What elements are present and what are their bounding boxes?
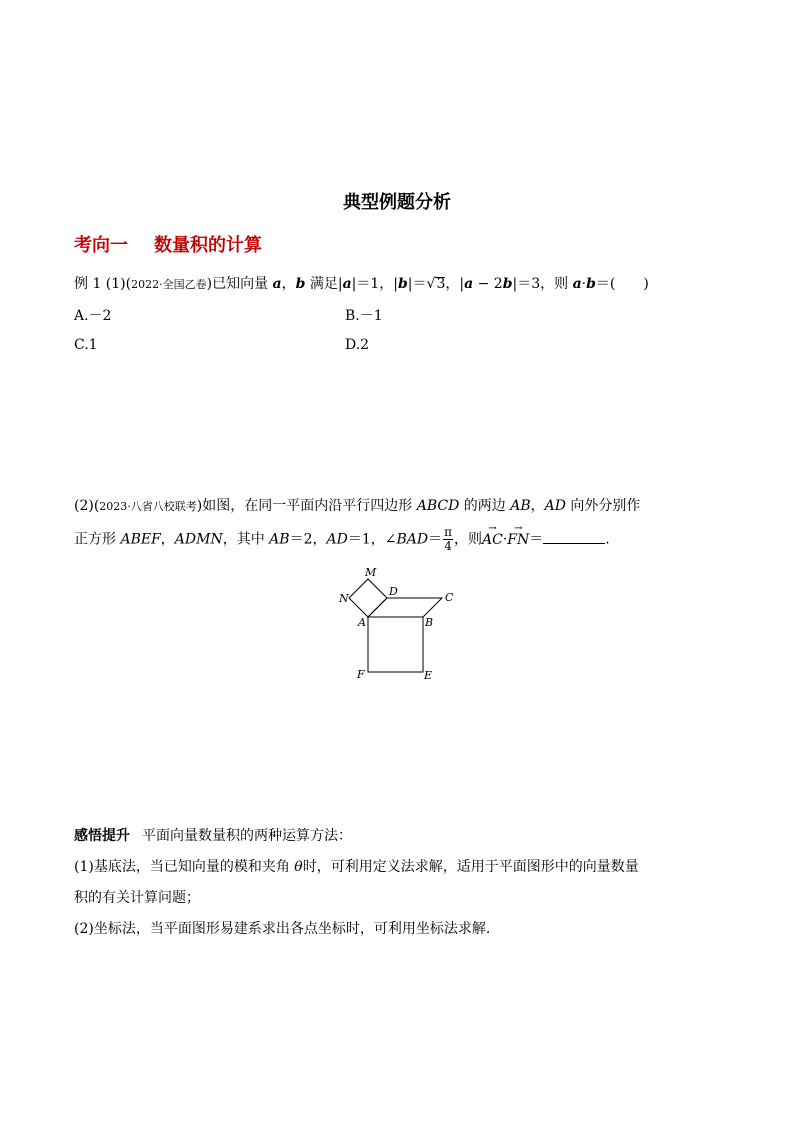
text: (1)基底法，当已知向量的模和夹角 xyxy=(74,859,295,875)
label-C: C xyxy=(445,591,454,604)
vector-a: a xyxy=(572,276,582,292)
label-A: A xyxy=(358,616,366,629)
text: ＝ xyxy=(428,531,443,548)
fraction-pi-over-4 xyxy=(443,526,453,553)
insight-line-3: (2)坐标法，当平面图形易建系求出各点坐标时，可利用坐标法求解. xyxy=(74,921,491,937)
dot-operator: · xyxy=(581,276,587,292)
text: |＝3，则 xyxy=(512,276,573,292)
math-ABEF: ABEF xyxy=(120,531,161,548)
text: ＝2， xyxy=(289,531,327,548)
vector-b: b xyxy=(502,276,513,292)
text: |＝ xyxy=(407,276,427,292)
insight-line-2: 积的有关计算问题； xyxy=(74,890,200,906)
math-ADMN: ADMN xyxy=(174,531,223,548)
sqrt-radicand: 3 xyxy=(436,276,446,292)
vector-b: b xyxy=(295,276,306,292)
vector-a: a xyxy=(464,276,474,292)
text: . xyxy=(605,531,610,548)
text: 的两边 xyxy=(459,498,511,514)
example-2-prefix: (2)( xyxy=(74,498,100,514)
label-N: N xyxy=(339,592,349,605)
label-B: B xyxy=(425,616,434,629)
text: 正方形 xyxy=(74,531,121,548)
vector-b: b xyxy=(398,276,408,292)
math-ABCD: ABCD xyxy=(416,498,460,514)
text: 满足| xyxy=(305,276,343,292)
text: − 2 xyxy=(473,276,503,292)
text: )已知向量 xyxy=(206,276,273,292)
vector-FN: → FN xyxy=(507,527,529,553)
dot-operator: · xyxy=(502,531,508,548)
text: )如图，在同一平面内沿平行四边形 xyxy=(196,498,417,514)
answer-blank xyxy=(543,531,605,544)
square-ABEF xyxy=(368,617,423,672)
example-2-source: 2023·八省八校联考 xyxy=(99,500,197,513)
text: ，| xyxy=(445,276,465,292)
option-c: C.1 xyxy=(74,337,98,353)
option-b: B.－1 xyxy=(345,308,383,324)
example-2-line-2 xyxy=(74,526,610,553)
geometry-figure xyxy=(334,560,464,685)
sqrt-symbol: √ xyxy=(426,276,436,292)
insight-heading xyxy=(74,825,352,845)
text: ，则 xyxy=(454,531,482,548)
text: 时，可利用定义法求解，适用于平面图形中的向量数量 xyxy=(302,859,639,875)
vector-a: a xyxy=(272,276,282,292)
answer-parentheses: ＝( ) xyxy=(595,276,649,292)
example-2-line-1 xyxy=(74,495,640,515)
math-AD: AD xyxy=(544,498,566,514)
text: ， xyxy=(281,276,296,292)
label-M: M xyxy=(365,566,377,579)
text: ， xyxy=(530,498,545,514)
option-a: A.－2 xyxy=(74,308,112,324)
text: ＝1，∠ xyxy=(347,531,397,548)
label-F: F xyxy=(357,668,365,681)
insight-label: 感悟提升 xyxy=(74,828,130,844)
vector-a: a xyxy=(342,276,352,292)
text: 向外分别作 xyxy=(565,498,641,514)
math-theta: θ xyxy=(294,859,303,875)
section-name: 数量积的计算 xyxy=(154,235,262,256)
insight-intro: 平面向量数量积的两种运算方法： xyxy=(142,828,352,844)
label-D: D xyxy=(389,585,398,598)
text: ， xyxy=(160,531,175,548)
parallelogram-ABCD xyxy=(368,598,442,617)
example-1-prefix: 例 1 (1)( xyxy=(74,276,132,292)
option-d: D.2 xyxy=(345,337,370,353)
section-number: 考向一 xyxy=(74,235,128,256)
math-AB: AB xyxy=(510,498,531,514)
text: ，其中 xyxy=(222,531,270,548)
example-1-question xyxy=(74,273,649,293)
vector-b: b xyxy=(586,276,596,292)
text: |＝1，| xyxy=(351,276,398,292)
fraction-numerator: π xyxy=(444,525,452,539)
fraction-denominator: 4 xyxy=(444,539,452,553)
square-ADMN xyxy=(349,579,387,617)
math-BAD: BAD xyxy=(396,531,429,548)
math-AB: AB xyxy=(269,531,290,548)
section-heading xyxy=(74,231,262,257)
example-1-source: 2022·全国乙卷 xyxy=(131,278,207,291)
label-E: E xyxy=(424,669,433,682)
vector-AC: → AC xyxy=(482,527,503,553)
text: ＝ xyxy=(529,531,544,548)
insight-line-1 xyxy=(74,856,639,876)
page-title: 典型例题分析 xyxy=(343,192,451,213)
math-AD: AD xyxy=(326,531,348,548)
